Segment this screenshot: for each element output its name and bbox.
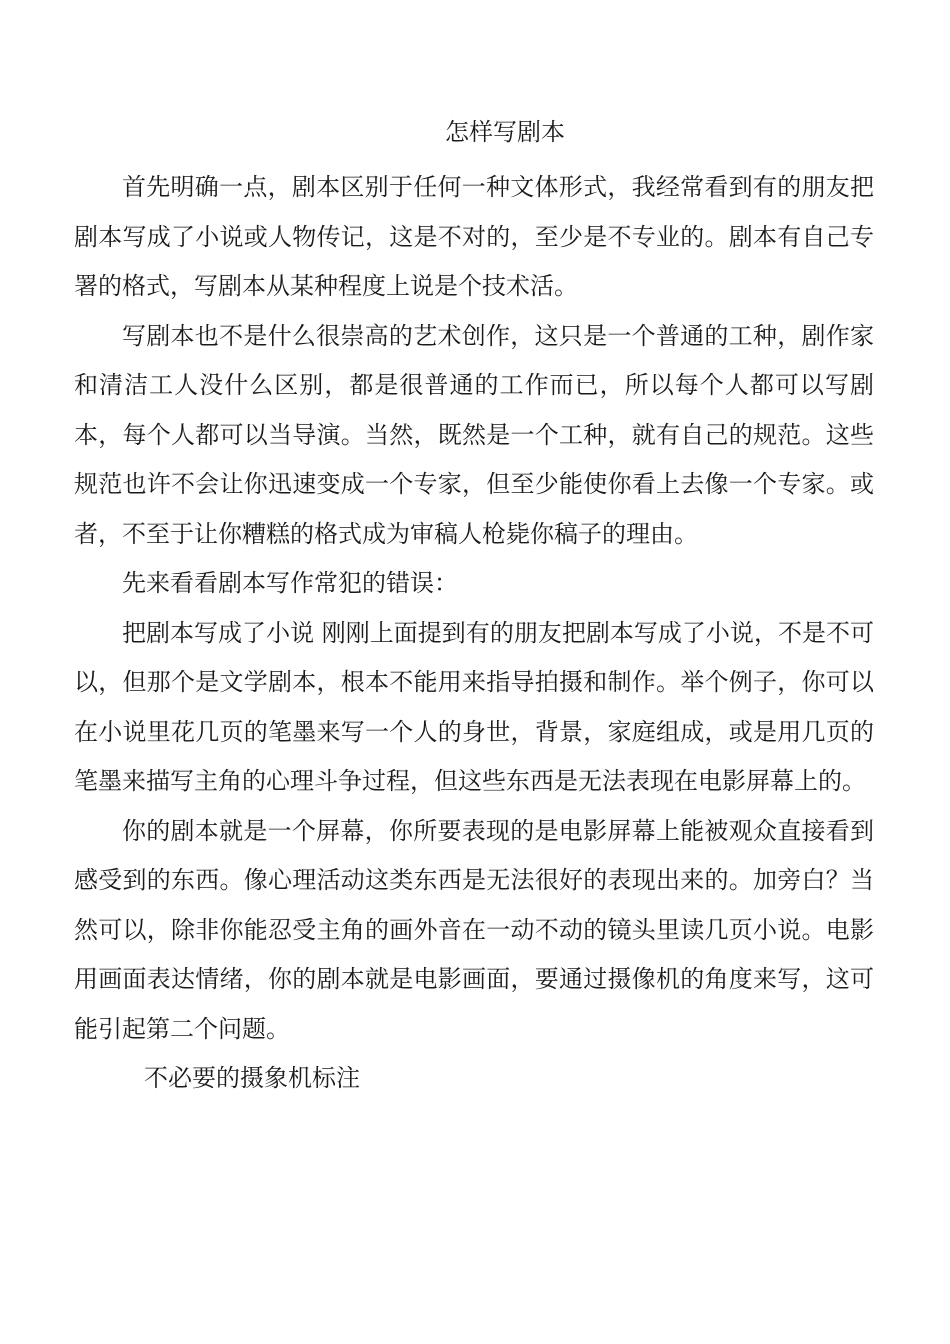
paragraph-common-mistakes: 先来看看剧本写作常犯的错误： [122,569,458,597]
paragraph-intro: 首先明确一点，剧本区别于任何一种文体形式，我经常看到有的朋友把剧本写成了小说或人物传记，这是不对的，至少是不专业的。剧本有自己专署的格式，写剧本从某种程度上说是个技术活。 [74,173,874,300]
document-body [74,163,874,1104]
paragraph-screenwriting-craft: 写剧本也不是什么很崇高的艺术创作，这只是一个普通的工种，剧作家和清洁工人没什么区别，都是很普通的工作而已，所以每个人都可以写剧本，每个人都可以当导演。当然，既然是一个工种，就有自己的规范。这些规范也许不会让你迅速变成一个专家，但至少能使你看上去像一个专家。或者，不至于让你糟糕的格式成为审稿人枪毙你稿子的理由。 [74,321,874,548]
paragraph-screen: 你的剧本就是一个屏幕，你所要表现的是电影屏幕上能被观众直接看到感受到的东西。像心理活动这类东西是无法很好的表现出来的。加旁白？当然可以，除非你能忍受主角的画外音在一动不动的镜头里读几页小说。电影用画面表达情绪，你的剧本就是电影画面，要通过摄像机的角度来写，这可能引起第二个问题。 [74,816,874,1043]
paragraph-camera-notes-heading: 不必要的摄象机标注 [144,1064,360,1092]
paragraph-novel-mistake: 把剧本写成了小说 刚刚上面提到有的朋友把剧本写成了小说，不是不可以，但那个是文学剧本，根本不能用来指导拍摄和制作。举个例子，你可以在小说里花几页的笔墨来写一个人的身世，背景，家庭组成，或是用几页的笔墨来描写主角的心理斗争过程，但这些东西是无法表现在电影屏幕上的。 [74,618,874,795]
document-title: 怎样写剧本 [445,118,565,146]
